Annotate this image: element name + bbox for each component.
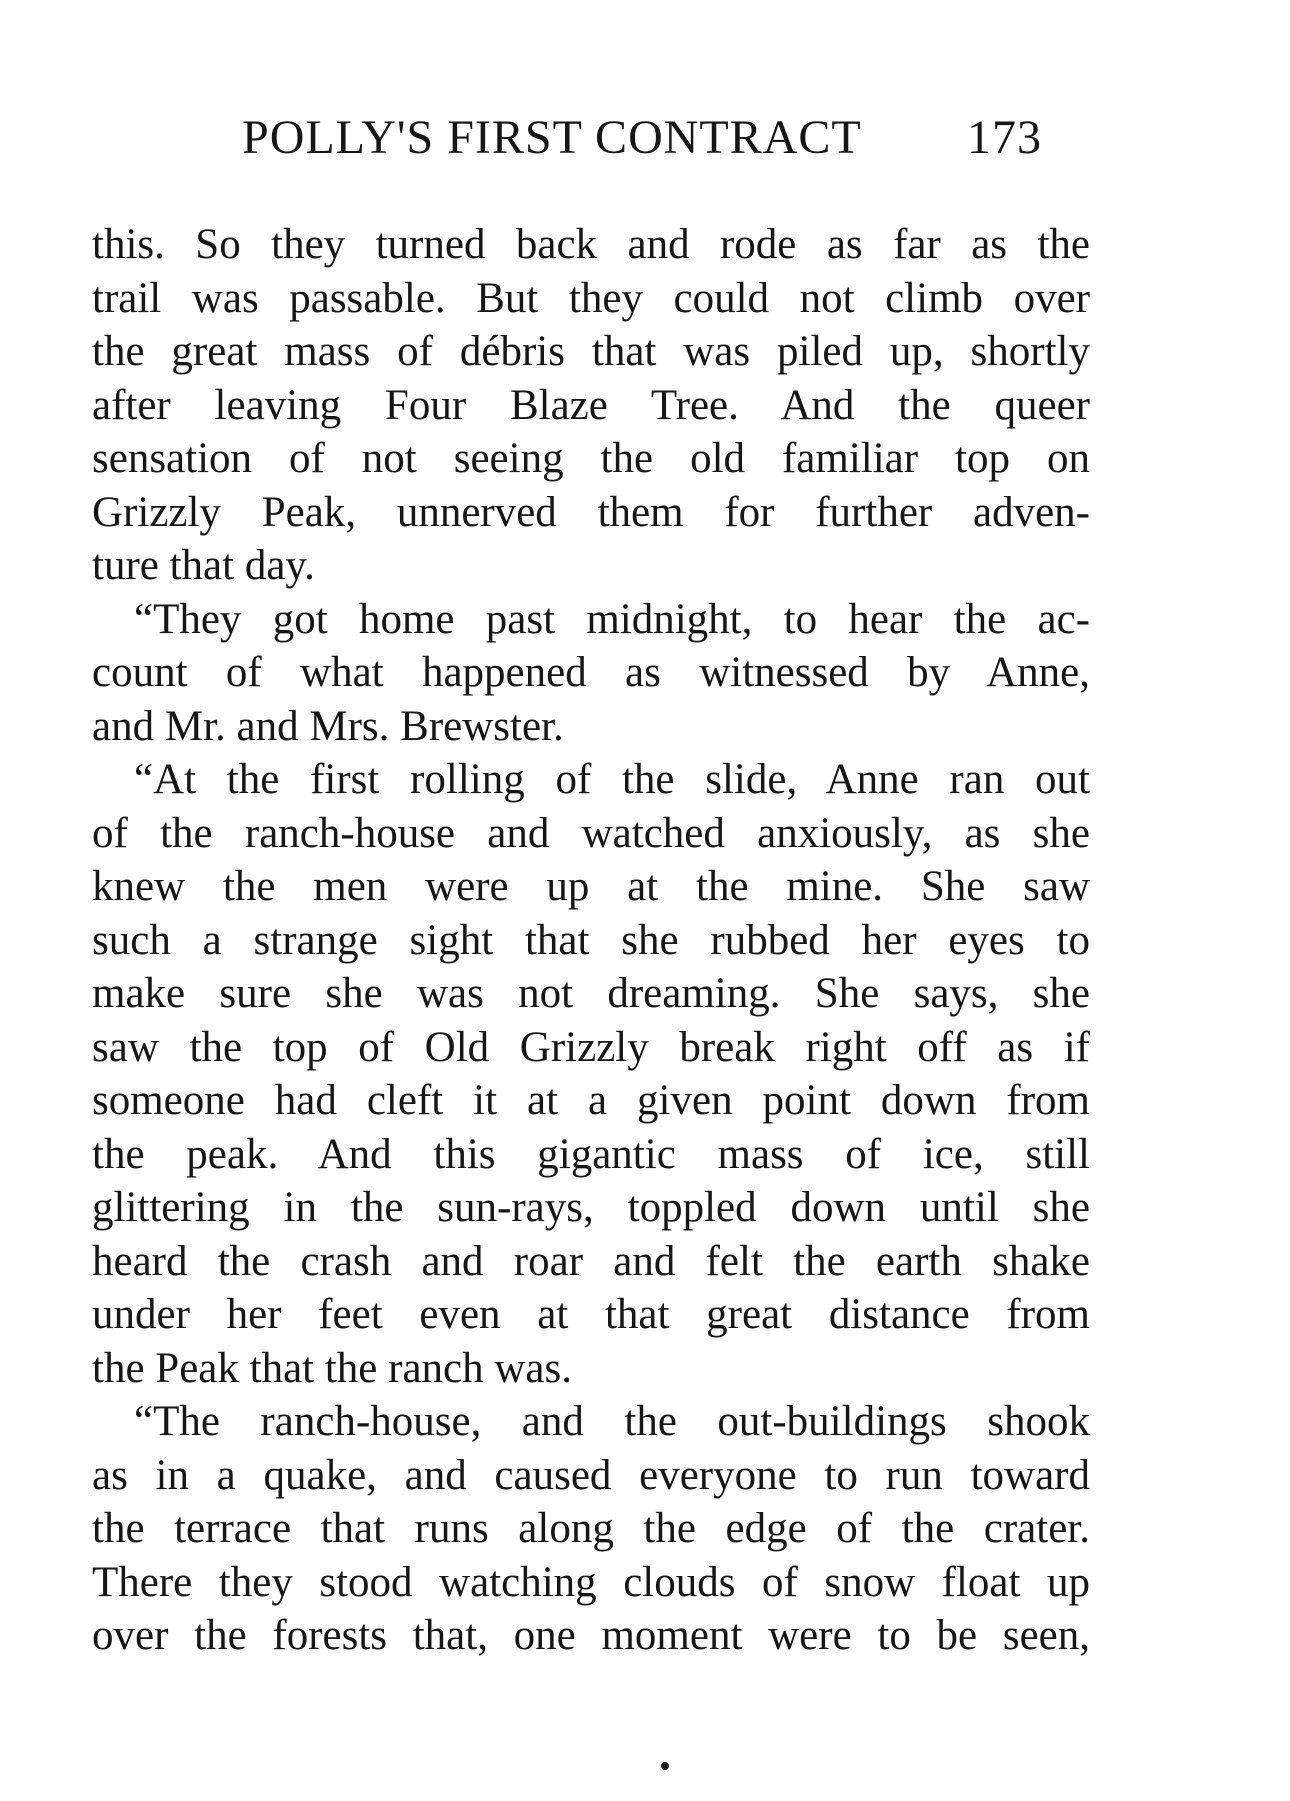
text-line: make sure she was not dreaming. She says, she — [92, 970, 1090, 1017]
text-line: after leaving Four Blaze Tree. And the queer — [92, 381, 1090, 429]
text-line: of the ranch-house and watched anxiously, as she — [92, 809, 1090, 857]
text-line: glittering in the sun-rays, toppled down until she — [92, 1184, 1090, 1231]
text-line: sensation of not seeing the old familiar top on — [92, 435, 1090, 482]
body-text — [92, 218, 1090, 1663]
text-line: trail was passable. But they could not climb over — [92, 274, 1090, 322]
text-line: knew the men were up at the mine. She saw — [92, 863, 1090, 910]
text-line: as in a quake, and caused everyone to run toward — [92, 1451, 1090, 1499]
text-line: ture that day. — [92, 542, 315, 589]
text-line: the terrace that runs along the edge of the crater. — [92, 1505, 1090, 1552]
text-line: Grizzly Peak, unnerved them for further adven- — [92, 488, 1090, 536]
text-line: “The ranch-house, and the out-buildings shook — [134, 1398, 1090, 1445]
running-head-title: POLLY'S FIRST CONTRACT — [242, 111, 862, 164]
text-line: heard the crash and roar and felt the earth shake — [92, 1237, 1090, 1285]
text-line: count of what happened as witnessed by Anne, — [92, 649, 1090, 696]
text-line: saw the top of Old Grizzly break right off as if — [92, 1023, 1090, 1071]
page-number: 173 — [967, 111, 1042, 164]
text-line: “They got home past midnight, to hear the ac- — [134, 595, 1090, 643]
text-line: and Mr. and Mrs. Brewster. — [92, 702, 564, 750]
text-line: over the forests that, one moment were to be seen, — [92, 1612, 1090, 1659]
text-line: someone had cleft it at a given point down from — [92, 1077, 1090, 1124]
ink-speck — [661, 1762, 669, 1770]
text-line: the peak. And this gigantic mass of ice, still — [92, 1130, 1090, 1178]
text-line: “At the first rolling of the slide, Anne ran out — [134, 756, 1090, 803]
text-line: the Peak that the ranch was. — [92, 1344, 572, 1392]
running-head — [92, 108, 1092, 168]
text-line: this. So they turned back and rode as far as the — [92, 221, 1090, 268]
text-line: There they stood watching clouds of snow float up — [92, 1558, 1090, 1606]
text-line: under her feet even at that great distance from — [92, 1291, 1090, 1338]
text-line: such a strange sight that she rubbed her eyes to — [92, 916, 1090, 964]
text-line: the great mass of débris that was piled up, shortly — [92, 328, 1090, 375]
